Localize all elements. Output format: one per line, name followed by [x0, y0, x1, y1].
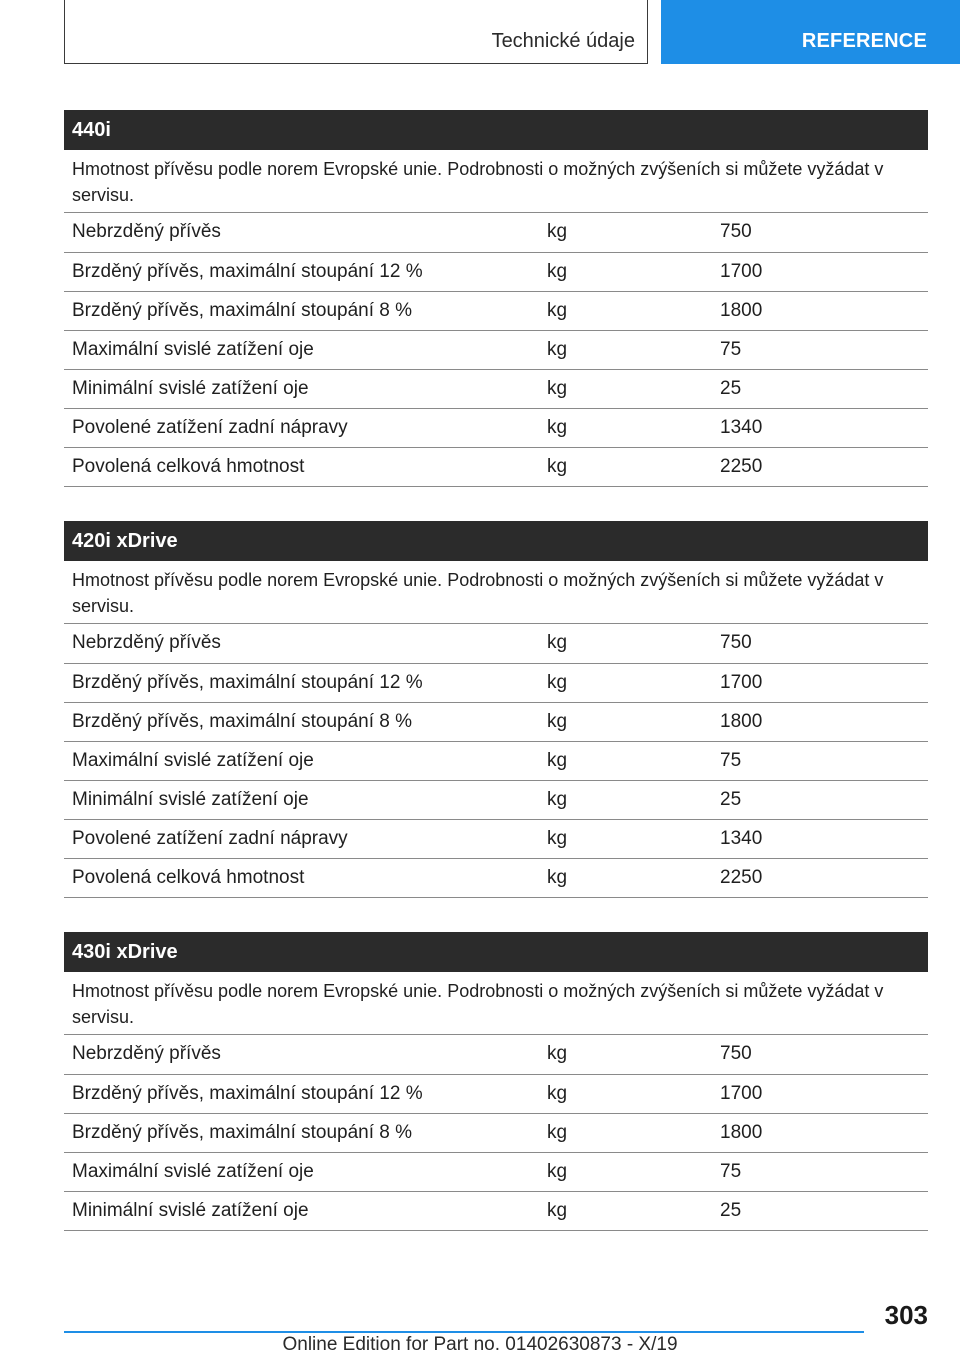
header-section-title: Technické údaje: [491, 30, 635, 52]
row-label: Maximální svislé zatížení oje: [64, 741, 539, 780]
reference-tab[interactable]: [661, 0, 960, 64]
row-label: Nebrzděný přívěs: [64, 1035, 539, 1074]
row-label: Brzděný přívěs, maximální stoupání 8 %: [64, 1113, 539, 1152]
reference-tab-label: REFERENCE: [801, 30, 927, 52]
row-label: Maximální svislé zatížení oje: [64, 330, 539, 369]
table-row: [64, 1035, 928, 1074]
row-label: Brzděný přívěs, maximální stoupání 12 %: [64, 252, 539, 291]
table-row: [64, 741, 928, 780]
row-unit: kg: [539, 252, 712, 291]
row-label: Minimální svislé zatížení oje: [64, 780, 539, 819]
section-title: 420i xDrive: [64, 521, 928, 561]
table-row: [64, 1191, 928, 1230]
row-unit: kg: [539, 1035, 712, 1074]
row-label: Brzděný přívěs, maximální stoupání 12 %: [64, 1074, 539, 1113]
table-row: [64, 1113, 928, 1152]
row-label: Povolená celková hmotnost: [64, 447, 539, 486]
row-value: 25: [712, 780, 928, 819]
row-unit: kg: [539, 330, 712, 369]
row-unit: kg: [539, 408, 712, 447]
row-label: Minimální svislé zatížení oje: [64, 369, 539, 408]
row-value: 75: [712, 330, 928, 369]
row-label: Povolené zatížení zadní nápravy: [64, 819, 539, 858]
footer-edition-text: Online Edition for Part no. 01402630873 - X/19: [282, 1334, 678, 1355]
table-row: [64, 408, 928, 447]
row-value: 1700: [712, 663, 928, 702]
row-value: 1340: [712, 408, 928, 447]
row-unit: kg: [539, 1113, 712, 1152]
row-label: Povolená celková hmotnost: [64, 858, 539, 897]
spec-table: [64, 213, 928, 487]
row-value: 2250: [712, 858, 928, 897]
row-value: 1700: [712, 252, 928, 291]
row-label: Nebrzděný přívěs: [64, 624, 539, 663]
table-row: [64, 1074, 928, 1113]
row-value: 25: [712, 1191, 928, 1230]
section-title: 440i: [64, 110, 928, 150]
row-unit: kg: [539, 1074, 712, 1113]
row-unit: kg: [539, 1191, 712, 1230]
row-unit: kg: [539, 702, 712, 741]
row-label: Nebrzděný přívěs: [64, 213, 539, 252]
row-label: Maximální svislé zatížení oje: [64, 1152, 539, 1191]
row-label: Brzděný přívěs, maximální stoupání 12 %: [64, 663, 539, 702]
row-value: 1800: [712, 291, 928, 330]
table-row: [64, 213, 928, 252]
row-value: 750: [712, 213, 928, 252]
section-note: Hmotnost přívěsu podle norem Evropské unie. Podrobnosti o možných zvýšeních si můžete vyžádat v servisu.: [64, 561, 928, 624]
table-row: [64, 369, 928, 408]
row-unit: kg: [539, 780, 712, 819]
row-value: 1800: [712, 1113, 928, 1152]
row-value: 1340: [712, 819, 928, 858]
table-row: [64, 1152, 928, 1191]
section-title: 430i xDrive: [64, 932, 928, 972]
spec-table: [64, 624, 928, 898]
row-label: Brzděný přívěs, maximální stoupání 8 %: [64, 702, 539, 741]
spec-section-430i-xdrive: [64, 932, 928, 1231]
table-row: [64, 663, 928, 702]
table-row: [64, 447, 928, 486]
row-unit: kg: [539, 663, 712, 702]
row-label: Povolené zatížení zadní nápravy: [64, 408, 539, 447]
row-value: 2250: [712, 447, 928, 486]
footer-divider: [64, 1331, 864, 1333]
spec-section-420i-xdrive: [64, 521, 928, 898]
section-note: Hmotnost přívěsu podle norem Evropské unie. Podrobnosti o možných zvýšeních si můžete vyžádat v servisu.: [64, 150, 928, 213]
table-row: [64, 819, 928, 858]
table-row: [64, 702, 928, 741]
row-unit: kg: [539, 369, 712, 408]
table-row: [64, 291, 928, 330]
row-unit: kg: [539, 213, 712, 252]
row-unit: kg: [539, 1152, 712, 1191]
page-number: 303: [884, 1300, 928, 1330]
row-value: 1800: [712, 702, 928, 741]
row-unit: kg: [539, 447, 712, 486]
row-value: 1700: [712, 1074, 928, 1113]
row-unit: kg: [539, 858, 712, 897]
row-unit: kg: [539, 741, 712, 780]
row-value: 75: [712, 1152, 928, 1191]
table-row: [64, 252, 928, 291]
table-row: [64, 780, 928, 819]
spec-table: [64, 1035, 928, 1231]
row-unit: kg: [539, 624, 712, 663]
row-value: 25: [712, 369, 928, 408]
header-section-box: [64, 0, 648, 64]
table-row: [64, 858, 928, 897]
table-row: [64, 330, 928, 369]
spec-section-440i: [64, 110, 928, 487]
row-unit: kg: [539, 291, 712, 330]
table-row: [64, 624, 928, 663]
row-unit: kg: [539, 819, 712, 858]
row-label: Minimální svislé zatížení oje: [64, 1191, 539, 1230]
row-value: 75: [712, 741, 928, 780]
section-note: Hmotnost přívěsu podle norem Evropské unie. Podrobnosti o možných zvýšeních si můžete vyžádat v servisu.: [64, 972, 928, 1035]
row-value: 750: [712, 624, 928, 663]
row-value: 750: [712, 1035, 928, 1074]
row-label: Brzděný přívěs, maximální stoupání 8 %: [64, 291, 539, 330]
